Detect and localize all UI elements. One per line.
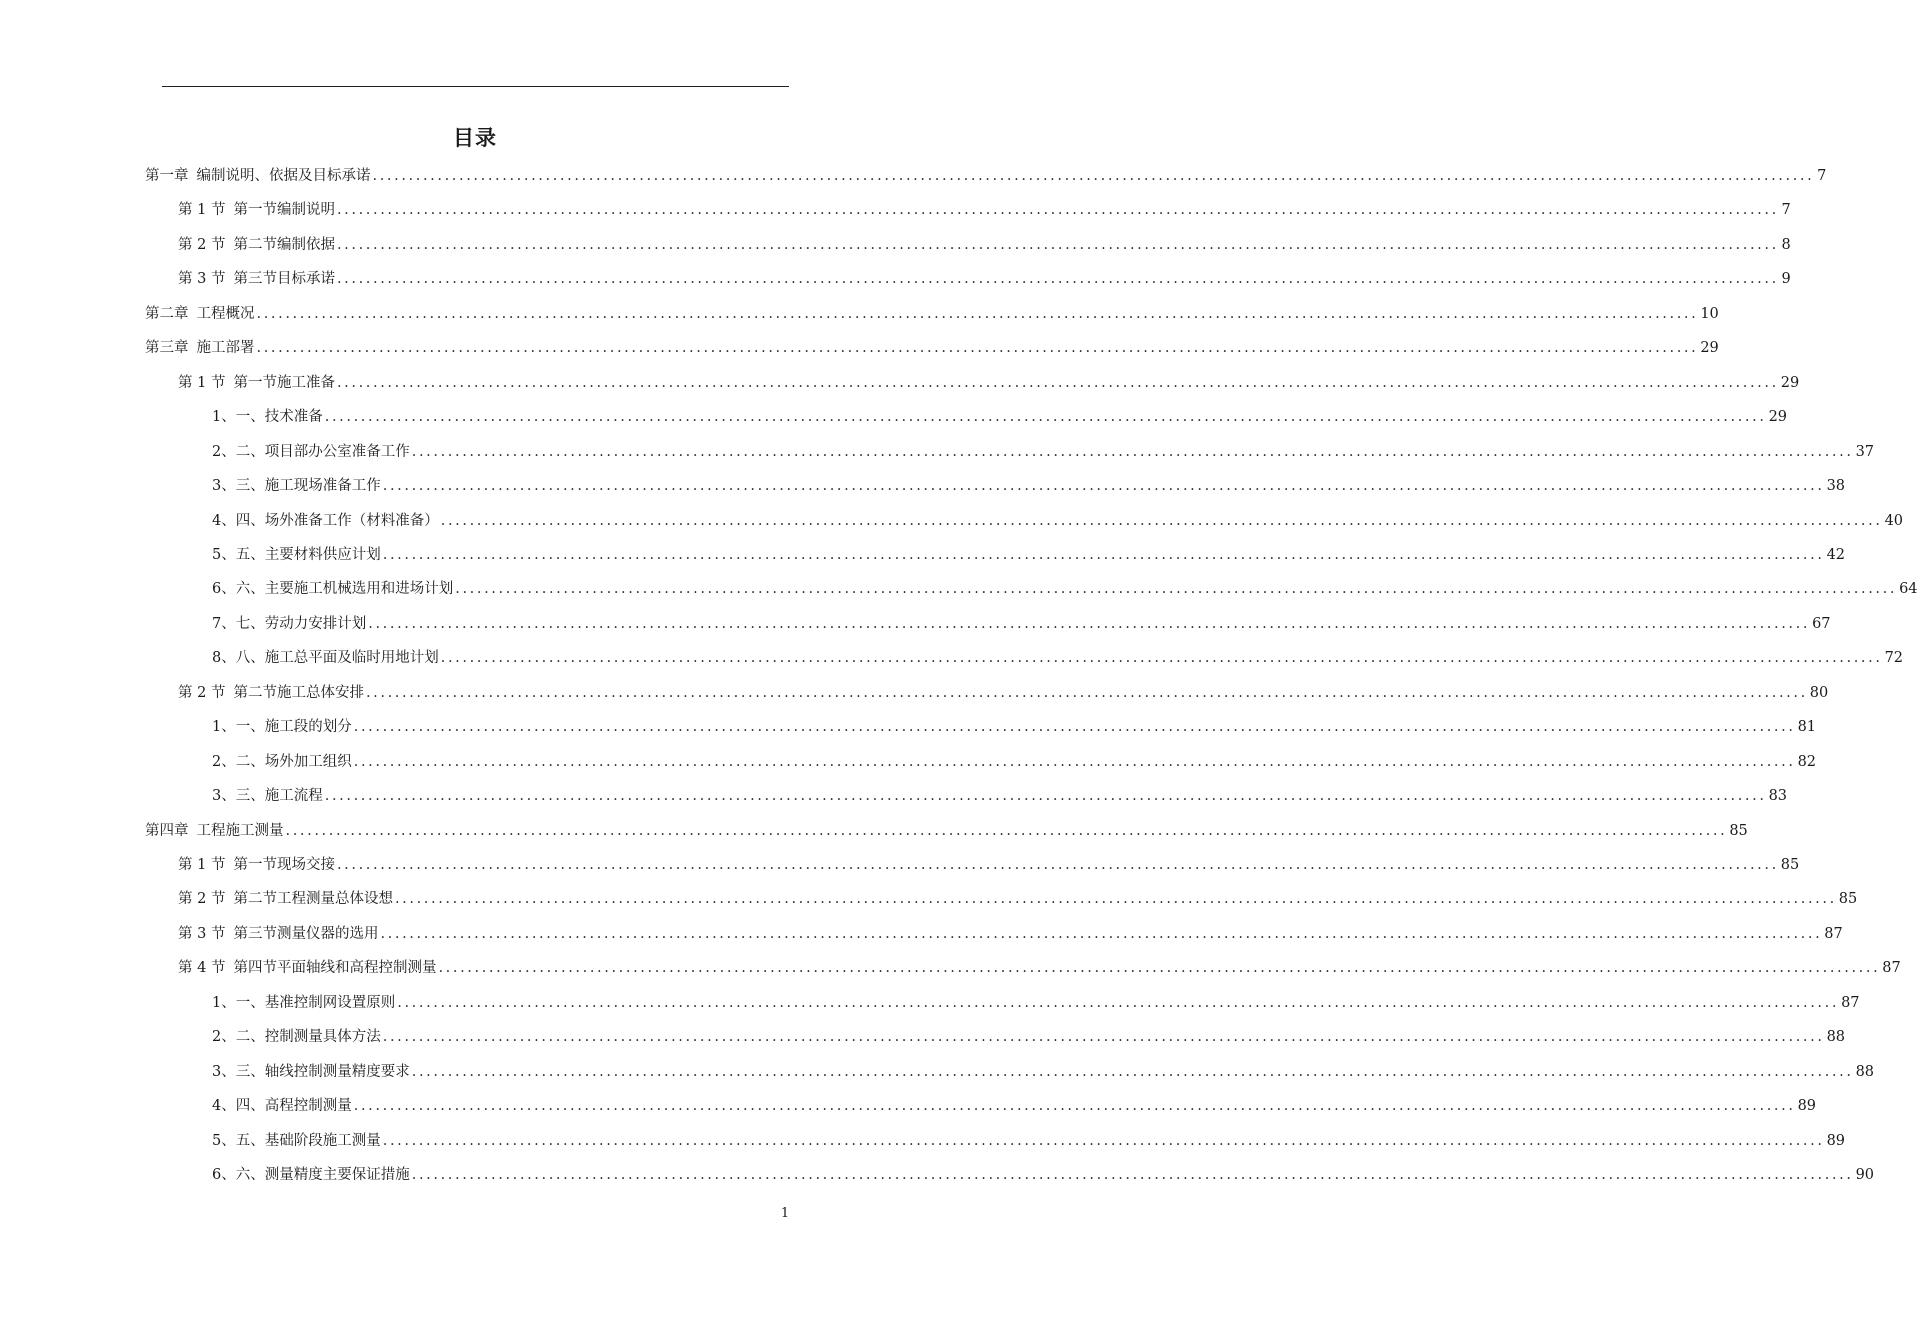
toc-dot-leader: ........................................................................................................................................................................................................	[382, 1029, 1825, 1045]
toc-entry-number: 4、	[212, 513, 236, 529]
toc-entry[interactable]	[178, 198, 1791, 220]
toc-entry-page: 83	[1768, 788, 1788, 804]
toc-dot-leader: ........................................................................................................................................................................................................	[353, 719, 1796, 735]
toc-entry-title: 二、项目部办公室准备工作	[235, 444, 410, 460]
toc-entry[interactable]	[178, 233, 1791, 255]
toc-entry-page: 29	[1780, 375, 1800, 391]
toc-entry-title: 七、劳动力安排计划	[235, 616, 367, 632]
toc-entry-page: 67	[1812, 616, 1831, 632]
toc-dot-leader: ........................................................................................................................................................................................................	[438, 960, 1881, 976]
toc-entry[interactable]	[145, 302, 1719, 324]
toc-entry-number: 第 2 节	[178, 685, 226, 701]
toc-entry-page: 8	[1781, 237, 1791, 253]
toc-entry-number: 第三章	[145, 340, 189, 356]
toc-entry-title: 四、场外准备工作（材料准备）	[235, 513, 439, 529]
toc-entry-number: 第一章	[145, 168, 189, 184]
toc-entry-page: 64	[1899, 581, 1918, 597]
toc-entry[interactable]	[212, 750, 1817, 772]
toc-entry[interactable]	[212, 509, 1904, 531]
toc-entry-number: 第 3 节	[178, 271, 226, 287]
toc-entry-number: 2、	[212, 1029, 236, 1045]
toc-entry-number: 第 1 节	[178, 857, 226, 873]
toc-entry[interactable]	[212, 1094, 1817, 1116]
toc-dot-leader: ........................................................................................................................................................................................................	[440, 513, 1883, 529]
toc-entry-number: 3、	[212, 788, 236, 804]
toc-entry-page: 80	[1809, 685, 1829, 701]
toc-entry-title: 第二节编制依据	[233, 237, 335, 253]
toc-dot-leader: ........................................................................................................................................................................................................	[336, 375, 1779, 391]
toc-entry[interactable]	[212, 1129, 1846, 1151]
toc-entry-title: 六、主要施工机械选用和进场计划	[235, 581, 454, 597]
toc-entry[interactable]	[212, 715, 1817, 737]
toc-entry[interactable]	[145, 164, 1827, 186]
toc-entry-number: 1、	[212, 995, 236, 1011]
toc-entry-number: 5、	[212, 547, 236, 563]
toc-entry-title: 三、施工流程	[235, 788, 323, 804]
toc-dot-leader: ........................................................................................................................................................................................................	[336, 202, 1779, 218]
toc-entry-number: 第 1 节	[178, 202, 226, 218]
toc-entry-title: 一、施工段的划分	[235, 719, 352, 735]
toc-entry-page: 7	[1781, 202, 1791, 218]
toc-dot-leader: ........................................................................................................................................................................................................	[285, 823, 1728, 839]
toc-entry-title: 第一节编制说明	[233, 202, 335, 218]
toc-dot-leader: ........................................................................................................................................................................................................	[382, 1133, 1825, 1149]
toc-entry-page: 85	[1838, 891, 1858, 907]
toc-dot-leader: ........................................................................................................................................................................................................	[411, 444, 1854, 460]
toc-entry-number: 第四章	[145, 823, 189, 839]
toc-entry[interactable]	[178, 853, 1800, 875]
toc-entry-title: 一、基准控制网设置原则	[235, 995, 396, 1011]
toc-dot-leader: ........................................................................................................................................................................................................	[256, 306, 1699, 322]
toc-entry-page: 85	[1780, 857, 1800, 873]
toc-entry[interactable]	[212, 474, 1846, 496]
toc-entry-number: 7、	[212, 616, 236, 632]
toc-entry[interactable]	[212, 1163, 1875, 1185]
toc-entry-page: 40	[1884, 513, 1904, 529]
toc-entry-page: 89	[1797, 1098, 1817, 1114]
toc-entry-number: 2、	[212, 754, 236, 770]
toc-dot-leader: ........................................................................................................................................................................................................	[324, 409, 1767, 425]
toc-dot-leader: ........................................................................................................................................................................................................	[353, 1098, 1796, 1114]
toc-entry-title: 第一节施工准备	[233, 375, 335, 391]
toc-entry-title: 第二节施工总体安排	[233, 685, 364, 701]
toc-entry[interactable]	[212, 612, 1831, 634]
toc-dot-leader: ........................................................................................................................................................................................................	[440, 650, 1883, 666]
toc-dot-leader: ........................................................................................................................................................................................................	[394, 891, 1837, 907]
toc-dot-leader: ........................................................................................................................................................................................................	[324, 788, 1767, 804]
toc-dot-leader: ........................................................................................................................................................................................................	[368, 616, 1811, 632]
toc-entry[interactable]	[212, 577, 1918, 599]
toc-entry-page: 29	[1700, 340, 1719, 356]
toc-entry-title: 第三节目标承诺	[233, 271, 335, 287]
toc-entry-page: 10	[1700, 306, 1719, 322]
toc-entry[interactable]	[178, 887, 1858, 909]
toc-entry-number: 1、	[212, 719, 236, 735]
toc-dot-leader: ........................................................................................................................................................................................................	[372, 168, 1815, 184]
toc-dot-leader: ........................................................................................................................................................................................................	[256, 340, 1699, 356]
toc-entry[interactable]	[212, 543, 1846, 565]
toc-entry-page: 82	[1797, 754, 1817, 770]
toc-dot-leader: ........................................................................................................................................................................................................	[411, 1064, 1854, 1080]
toc-entry[interactable]	[178, 956, 1901, 978]
toc-entry-title: 八、施工总平面及临时用地计划	[235, 650, 439, 666]
toc-entry-title: 工程施工测量	[196, 823, 284, 839]
toc-entry-title: 编制说明、依据及目标承诺	[196, 168, 371, 184]
toc-entry-title: 五、主要材料供应计划	[235, 547, 381, 563]
toc-entry-title: 五、基础阶段施工测量	[235, 1133, 381, 1149]
toc-dot-leader: ........................................................................................................................................................................................................	[365, 685, 1808, 701]
page-number: 1	[780, 1206, 790, 1221]
toc-entry[interactable]	[212, 1025, 1846, 1047]
toc-dot-leader: ........................................................................................................................................................................................................	[380, 926, 1823, 942]
toc-entry-number: 第 1 节	[178, 375, 226, 391]
toc-entry[interactable]	[212, 646, 1904, 668]
toc-dot-leader: ........................................................................................................................................................................................................	[353, 754, 1796, 770]
toc-entry-page: 9	[1781, 271, 1791, 287]
toc-entry-number: 6、	[212, 581, 236, 597]
toc-entry-number: 第 4 节	[178, 960, 226, 976]
toc-entry-page: 72	[1884, 650, 1904, 666]
toc-entry-title: 四、高程控制测量	[235, 1098, 352, 1114]
toc-entry-title: 第四节平面轴线和高程控制测量	[233, 960, 437, 976]
toc-entry-page: 88	[1855, 1064, 1875, 1080]
toc-entry-title: 六、测量精度主要保证措施	[235, 1167, 410, 1183]
toc-title: 目录	[453, 126, 497, 150]
toc-entry-number: 8、	[212, 650, 236, 666]
toc-entry-number: 3、	[212, 478, 236, 494]
toc-entry-page: 29	[1768, 409, 1788, 425]
toc-entry-page: 85	[1729, 823, 1748, 839]
toc-entry-title: 施工部署	[196, 340, 255, 356]
toc-entry[interactable]	[212, 440, 1875, 462]
toc-entry-title: 第三节测量仪器的选用	[233, 926, 379, 942]
toc-entry[interactable]	[212, 991, 1860, 1013]
toc-entry-number: 第 3 节	[178, 926, 226, 942]
toc-entry[interactable]	[212, 405, 1788, 427]
toc-dot-leader: ........................................................................................................................................................................................................	[411, 1167, 1854, 1183]
toc-dot-leader: ........................................................................................................................................................................................................	[336, 271, 1779, 287]
header-rule	[162, 86, 789, 87]
toc-entry-title: 三、施工现场准备工作	[235, 478, 381, 494]
toc-entry-title: 第二节工程测量总体设想	[233, 891, 393, 907]
toc-entry-number: 6、	[212, 1167, 236, 1183]
toc-dot-leader: ........................................................................................................................................................................................................	[397, 995, 1840, 1011]
toc-entry-page: 87	[1841, 995, 1860, 1011]
toc-entry-page: 38	[1826, 478, 1846, 494]
toc-entry-page: 37	[1855, 444, 1875, 460]
toc-entry-page: 88	[1826, 1029, 1846, 1045]
toc-entry[interactable]	[212, 1060, 1875, 1082]
toc-entry-title: 一、技术准备	[235, 409, 323, 425]
toc-entry[interactable]	[212, 784, 1788, 806]
toc-entry-title: 第一节现场交接	[233, 857, 335, 873]
toc-entry[interactable]	[178, 371, 1800, 393]
toc-entry-number: 2、	[212, 444, 236, 460]
toc-entry-number: 1、	[212, 409, 236, 425]
toc-entry-number: 5、	[212, 1133, 236, 1149]
toc-entry-page: 42	[1826, 547, 1846, 563]
toc-entry-page: 87	[1882, 960, 1901, 976]
toc-entry-page: 87	[1824, 926, 1843, 942]
toc-dot-leader: ........................................................................................................................................................................................................	[382, 547, 1825, 563]
toc-entry-title: 二、控制测量具体方法	[235, 1029, 381, 1045]
toc-entry-page: 89	[1826, 1133, 1846, 1149]
toc-entry-number: 第 2 节	[178, 891, 226, 907]
toc-dot-leader: ........................................................................................................................................................................................................	[336, 237, 1779, 253]
toc-entry-page: 7	[1817, 168, 1827, 184]
toc-entry-page: 81	[1797, 719, 1817, 735]
toc-entry[interactable]	[178, 681, 1829, 703]
toc-entry-number: 4、	[212, 1098, 236, 1114]
toc-entry-page: 90	[1855, 1167, 1875, 1183]
toc-entry[interactable]	[145, 336, 1719, 358]
toc-entry-title: 工程概况	[196, 306, 255, 322]
toc-dot-leader: ........................................................................................................................................................................................................	[382, 478, 1825, 494]
toc-entry-title: 二、场外加工组织	[235, 754, 352, 770]
toc-entry-number: 3、	[212, 1064, 236, 1080]
toc-entry[interactable]	[178, 922, 1843, 944]
toc-entry-title: 三、轴线控制测量精度要求	[235, 1064, 410, 1080]
toc-entry[interactable]	[145, 819, 1748, 841]
toc-dot-leader: ........................................................................................................................................................................................................	[336, 857, 1779, 873]
toc-entry[interactable]	[178, 267, 1791, 289]
toc-dot-leader: ........................................................................................................................................................................................................	[455, 581, 1898, 597]
toc-entry-number: 第二章	[145, 306, 189, 322]
toc-entry-number: 第 2 节	[178, 237, 226, 253]
